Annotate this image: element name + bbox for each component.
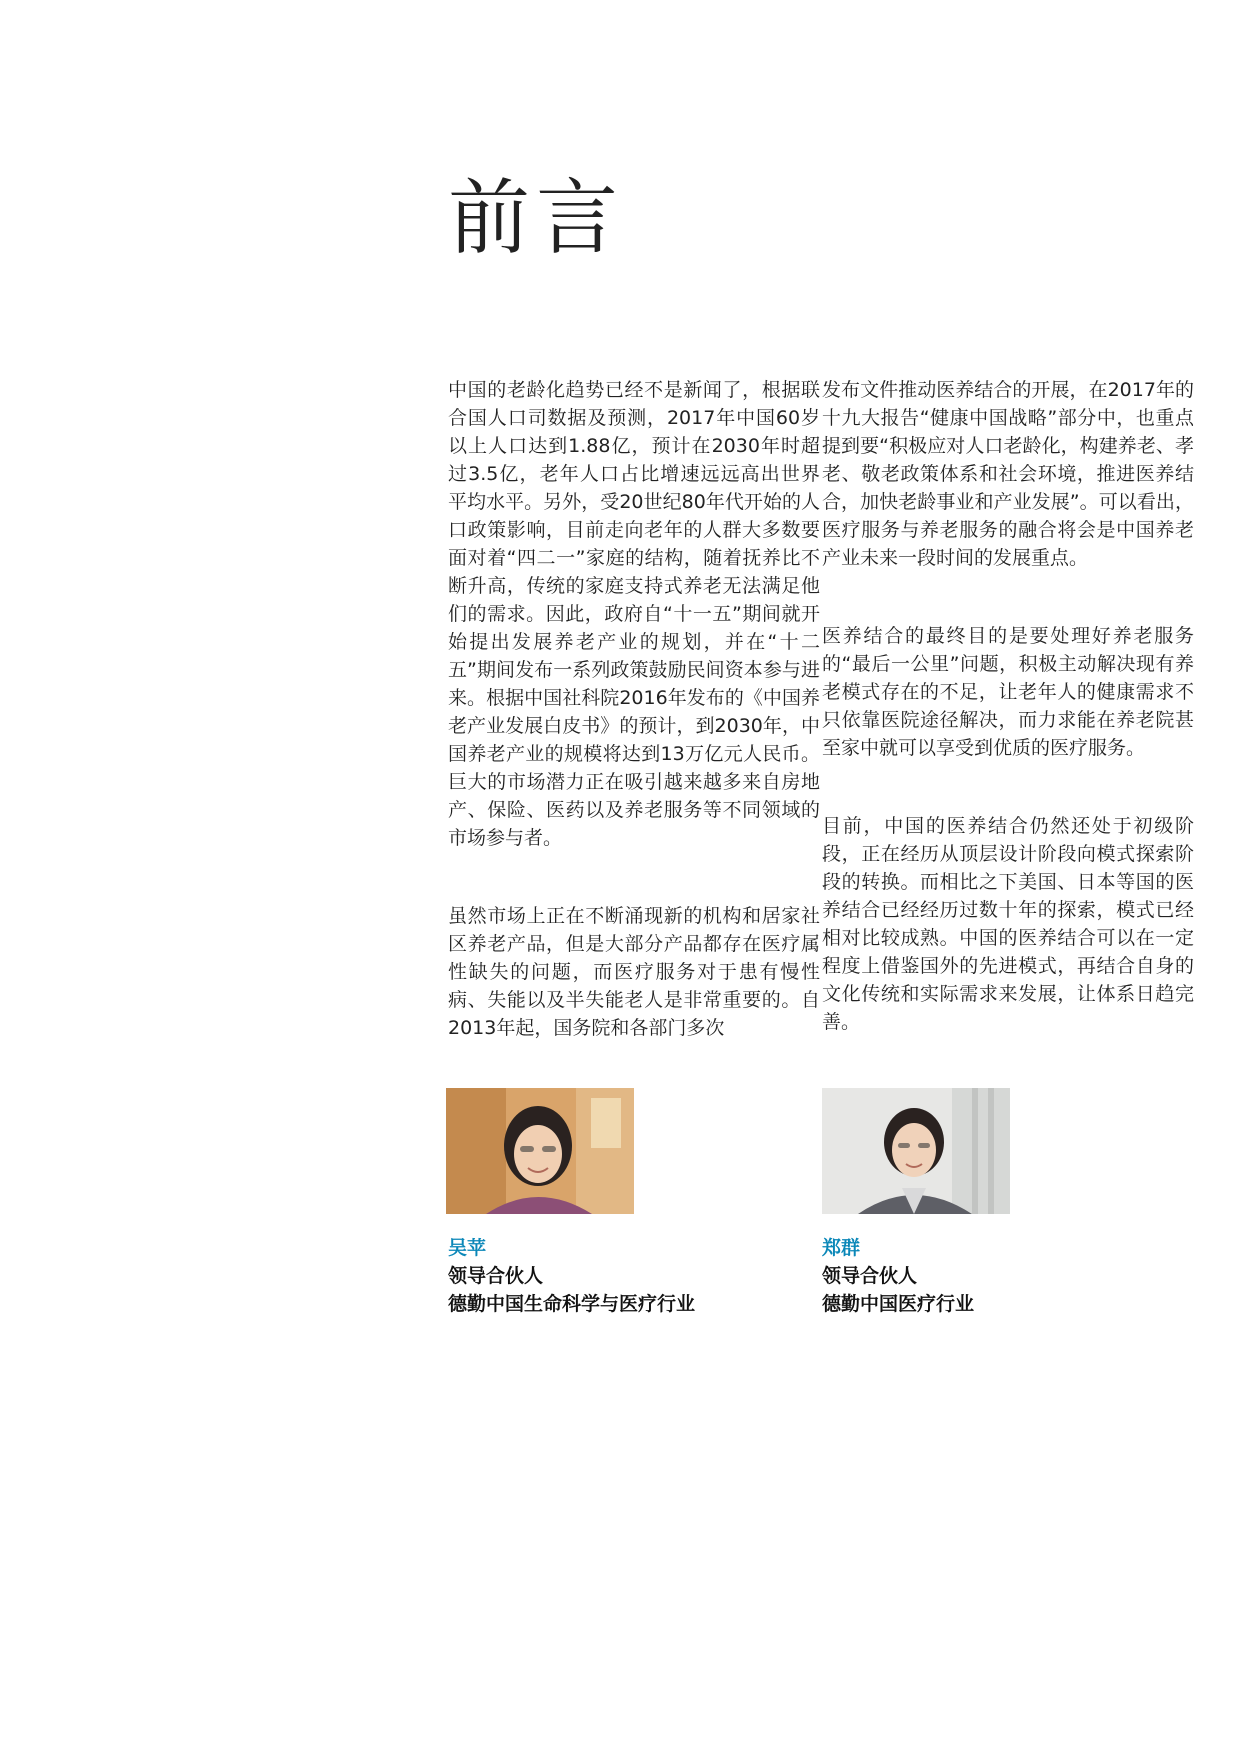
left-text-column — [448, 376, 820, 1092]
person-department: 德勤中国医疗行业 — [822, 1293, 975, 1315]
paragraph: 虽然市场上正在不断涌现新的机构和居家社区养老产品，但是大部分产品都存在医疗属性缺失的问题，而医疗服务对于患有慢性病、失能以及半失能老人是非常重要的。自2013年起，国务院和各部门多次 — [448, 905, 820, 1039]
caption-zheng-qun — [822, 1234, 974, 1318]
page-title: 前言 — [448, 171, 625, 266]
paragraph: 发布文件推动医养结合的开展，在2017年的十九大报告“健康中国战略”部分中，也重点提到要“积极应对人口老龄化，构建养老、孝老、敬老政策体系和社会环境，推进医养结合，加快老龄事业和产业发展”。可以看出，医疗服务与养老服务的融合将会是中国养老产业未来一段时间的发展重点。 — [822, 379, 1194, 569]
person-name: 郑群 — [822, 1237, 861, 1259]
person-role: 领导合伙人 — [822, 1265, 918, 1287]
paragraph: 中国的老龄化趋势已经不是新闻了，根据联合国人口司数据及预测，2017年中国60岁以上人口达到1.88亿，预计在2030年时超过3.5亿，老年人口占比增速远远高出世界平均水平。另外，受20世纪80年代开始的人口政策影响，目前走向老年的人群大多数要面对着“四二一”家庭的结构，随着抚养比不断升高，传统的家庭支持式养老无法满足他们的需求。因此，政府自“十一五”期间就开始提出发展养老产业的规划，并在“十二五”期间发布一系列政策鼓励民间资本参与进来。根据中国社科院2016年发布的《中国养老产业发展白皮书》的预计，到2030年，中国养老产业的规模将达到13万亿元人民币。巨大的市场潜力正在吸引越来越多来自房地产、保险、医药以及养老服务等不同领域的市场参与者。 — [448, 379, 820, 849]
person-name: 吴苹 — [448, 1237, 487, 1259]
person-department: 德勤中国生命科学与医疗行业 — [448, 1293, 696, 1315]
portrait-photo-wu-ping — [446, 1088, 634, 1214]
caption-wu-ping — [448, 1234, 695, 1318]
paragraph: 目前，中国的医养结合仍然还处于初级阶段，正在经历从顶层设计阶段向模式探索阶段的转换。而相比之下美国、日本等国的医养结合已经经历过数十年的探索，模式已经相对比较成熟。中国的医养结合可以在一定程度上借鉴国外的先进模式，再结合自身的文化传统和实际需求来发展，让体系日趋完善。 — [822, 815, 1194, 1033]
right-text-column — [822, 376, 1194, 1086]
portrait-photo-zheng-qun — [822, 1088, 1010, 1214]
paragraph: 医养结合的最终目的是要处理好养老服务的“最后一公里”问题，积极主动解决现有养老模式存在的不足，让老年人的健康需求不只依靠医院途径解决，而力求能在养老院甚至家中就可以享受到优质的医疗服务。 — [822, 625, 1194, 759]
person-role: 领导合伙人 — [448, 1265, 544, 1287]
